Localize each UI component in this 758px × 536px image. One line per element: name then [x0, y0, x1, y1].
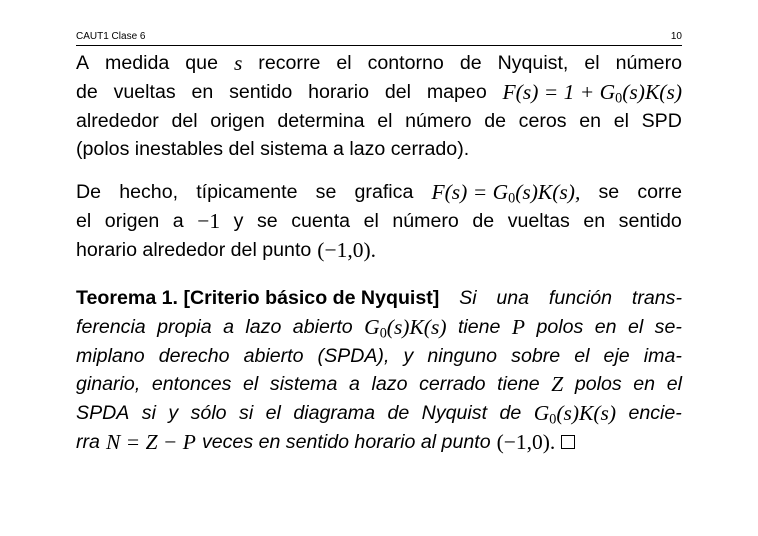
header-title: CAUT1 Clase 6: [76, 31, 146, 42]
paragraph-1: [76, 49, 682, 164]
p1-line-1: A medida que s recorre el contorno de Nyquist, el número: [76, 49, 682, 78]
math-G0K: $G_0(s)K(s)$: [364, 314, 447, 342]
thm-line-1: Teorema 1. [Criterio básico de Nyquist] Si una función trans-: [76, 284, 682, 313]
p2-line-3: horario alrededor del punto (−1,0).: [76, 236, 682, 265]
qed-box-icon: [561, 435, 575, 449]
p2-line-1: De hecho, típicamente se grafica $F(s) = G_0(s)K(s)$, se corre: [76, 180, 682, 207]
math-N-equals-Z-minus-P: N = Z − P: [105, 429, 196, 454]
math-s: s: [233, 51, 243, 75]
math-Z: Z: [551, 372, 564, 397]
p1-line-3: alrededor del origen determina el número de ceros en el SPD: [76, 109, 682, 132]
thm-line-6: rra N = Z − P veces en sentido horario al punto (−1,0).: [76, 428, 682, 457]
math-point: (−1,0).: [317, 237, 376, 262]
theorem-title: Teorema 1. [Criterio básico de Nyquist]: [76, 287, 440, 309]
header-rule: [76, 45, 682, 46]
thm-line-4: ginario, entonces el sistema a lazo cerrado tiene Z polos en el: [76, 370, 682, 399]
thm-line-3: miplano derecho abierto (SPDA), y ninguno sobre el eje ima-: [76, 344, 682, 367]
math-P: P: [511, 314, 526, 339]
math-point-2: (−1,0).: [496, 429, 556, 454]
paragraph-2: [76, 178, 682, 264]
math-F-equals-G0K: $F(s) = G_0(s)K(s)$,: [431, 180, 581, 207]
math-G0K-2: $G_0(s)K(s)$: [533, 401, 617, 428]
theorem-block: [76, 284, 682, 457]
page-number: 10: [670, 31, 682, 42]
thm-line-2: ferencia propia a lazo abierto $G_0(s)K(s)$ tiene P polos en el se-: [76, 314, 682, 342]
thm-line-5: SPDA si y sólo si el diagrama de Nyquist de $G_0(s)K(s)$ encie-: [76, 401, 682, 428]
math-minus-one: −1: [197, 208, 221, 233]
p2-line-2: el origen a −1 y se cuenta el número de vueltas en sentido: [76, 207, 682, 236]
math-mapping: $F(s) = 1 + G_0(s)K(s)$: [502, 79, 682, 107]
p1-line-2: de vueltas en sentido horario del mapeo $F(s) = 1 + G_0(s)K(s)$: [76, 79, 682, 107]
p1-line-4: (polos inestables del sistema a lazo cerrado).: [76, 138, 470, 161]
